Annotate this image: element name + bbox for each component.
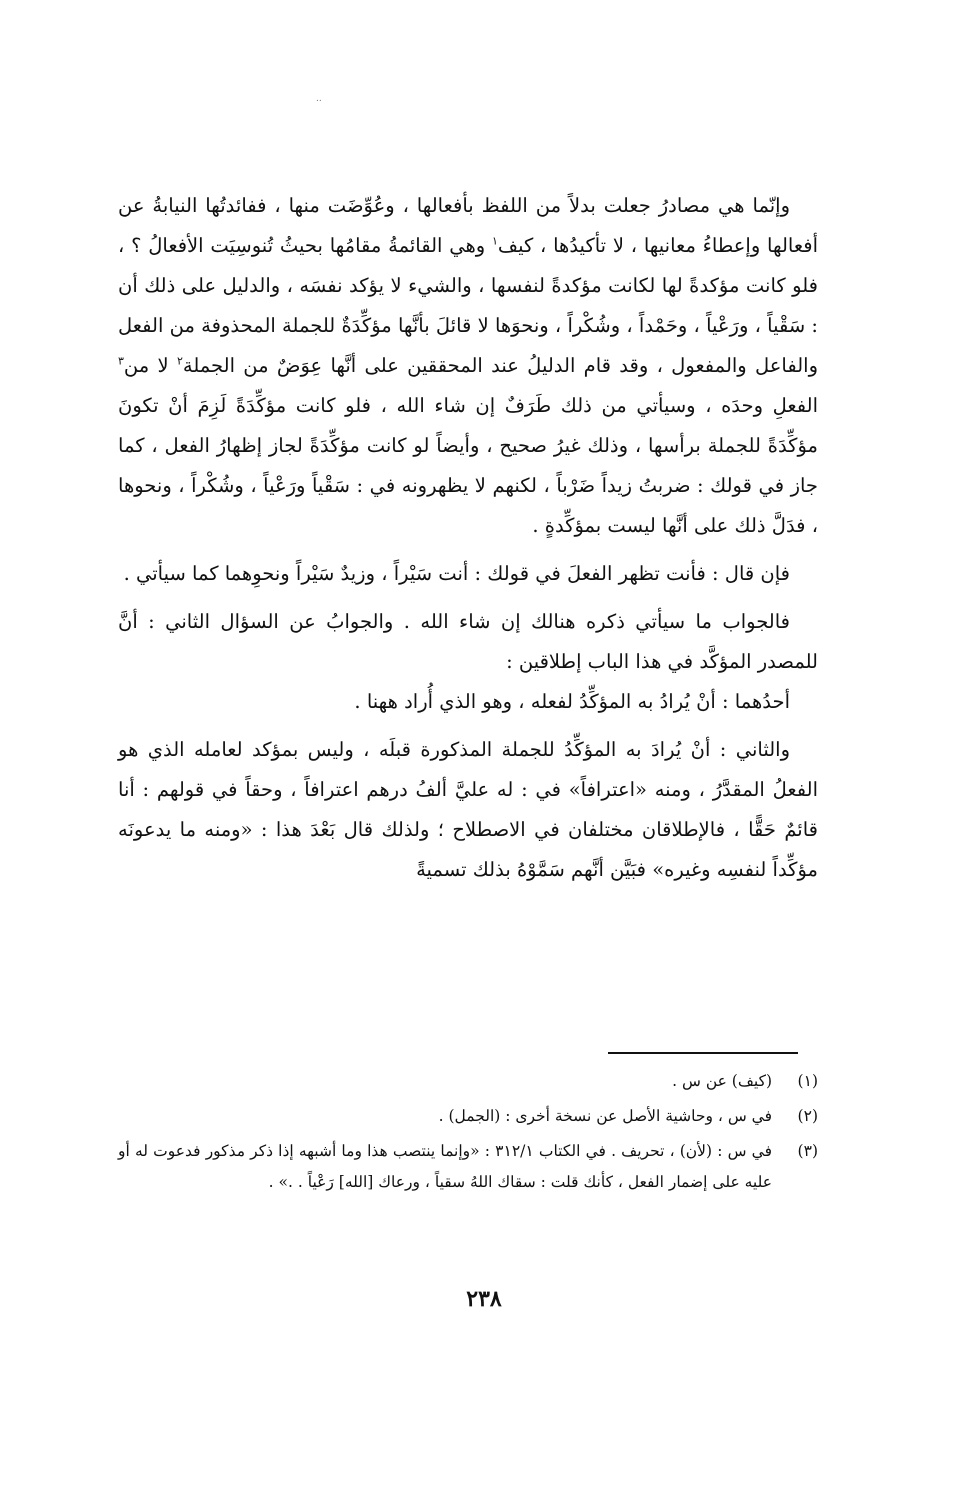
- footnote-ref-2[interactable]: ٢: [176, 354, 183, 368]
- footnote-number: (١): [797, 1072, 818, 1090]
- page-number: ٢٣٨: [466, 1286, 502, 1312]
- footnote-number: (٢): [797, 1107, 818, 1125]
- footnote-text: (كيف) عن س .: [672, 1072, 772, 1090]
- footnote-text: في س : (لأن) ، تحريف . في الكتاب ٣١٢/١ : «وإنما ينتصب هذا وما أشبهه إذا ذكر مذكور فدعوت له أو عليه على إضمار الفعل ، كأنك قلت : سقاك اللهُ سقياً ، ورعاك [الله] رَعْياً . .» .: [118, 1142, 772, 1191]
- paragraph-5: والثاني : أنْ يُرادَ به المؤكِّدُ للجملة المذكورة قبلَه ، وليس بمؤكد لعامله الذي هو الفعلُ المقدَّرُ ، ومنه «اعترافاً» في : له عليَّ ألفُ درهم اعترافاً ، وحقاً في قولهم : أنا قائمٌ حَقًّا ، فالإطلاقان مختلفان في الاصطلاح ؛ ولذلك قال بَعْدَ هذا : «ومنه ما يدعونَه مؤكِّداً لنفسِه وغيره» فبَيَّن أنَّهم سَمَّوْهُ بذلك تسميةً: [118, 738, 818, 881]
- footnote-1: [118, 1066, 818, 1097]
- page-speck: ..: [316, 94, 322, 104]
- paragraph-1-text-c: لا من: [123, 354, 177, 377]
- footnote-number: (٣): [797, 1142, 818, 1160]
- footnotes: [118, 1066, 818, 1202]
- footnote-separator: [608, 1052, 798, 1054]
- footnote-text: في س ، وحاشية الأصل عن نسخة أخرى : (الجمل) .: [438, 1107, 772, 1125]
- paragraph-1-text-d: الفعلِ وحدَه ، وسيأتي من ذلك طَرَفٌ إن شاء الله ، فلو كانت مؤكِّدَةً لَزِمَ أنْ تكونَ مؤكِّدَةً للجملة برأسها ، وذلك غيرُ صحيح ، وأيضاً لو كانت مؤكِّدَةً لجاز إظهارُ الفعل ، كما جاز في قولك : ضربتُ زيداً ضَرْباً ، لكنهم لا يظهرونه في : سَقْياً ورَعْياً ، وشُكْراً ، ونحوها ، فدَلَّ ذلك على أنَّها ليست بمؤكِّدةٍ .: [118, 394, 818, 537]
- paragraph-1: [118, 186, 818, 546]
- paragraph-2: فإن قال : فأنت تظهر الفعلَ في قولك : أنت سَيْراً ، وزيدٌ سَيْراً ونحوِهما كما سيأتي .: [123, 562, 790, 585]
- footnote-ref-3[interactable]: ٣: [118, 354, 124, 368]
- paragraph-3: فالجواب ما سيأتي ذكره هنالك إن شاء الله . والجوابُ عن السؤال الثاني : أنَّ للمصدر المؤكَّد في هذا الباب إطلاقين :: [118, 610, 818, 673]
- paragraph-1-text-a: وإنّما هي مصادرُ جعلت بدلاً من اللفظ بأفعالها ، وعُوِّضَت منها ، ففائدتُها النيابةُ عن أفعالها وإعطاءُ معانيها ، لا تأكيدُها ، كيف: [118, 194, 818, 257]
- footnote-2: [118, 1101, 818, 1132]
- footnote-3: [118, 1136, 818, 1198]
- paragraph-4: أحدُهما : أنْ يُرادُ به المؤكِّدُ لفعله ، وهو الذي أُراد ههنا .: [354, 690, 790, 713]
- footnote-ref-1[interactable]: ١: [491, 234, 498, 248]
- main-text: [118, 186, 818, 890]
- paragraph-1-text-b: وهي القائمةُ مقامُها بحيثُ تُنوسِيَت الأفعالُ ؟ ، فلو كانت مؤكدةً لها لكانت مؤكدةً لنفسها ، والشيء لا يؤكد نفسَه ، والدليل على ذلك أن : سَقْياً ، ورَعْياً ، وحَمْداً ، وشُكْراً ، ونحوَها لا قائلَ بأنَّها مؤكِّدَةٌ للجملة المحذوفة من الفعل والفاعل والمفعول ، وقد قام الدليلُ عند المحققين على أنَّها عِوَضٌ من الجملة: [118, 234, 818, 377]
